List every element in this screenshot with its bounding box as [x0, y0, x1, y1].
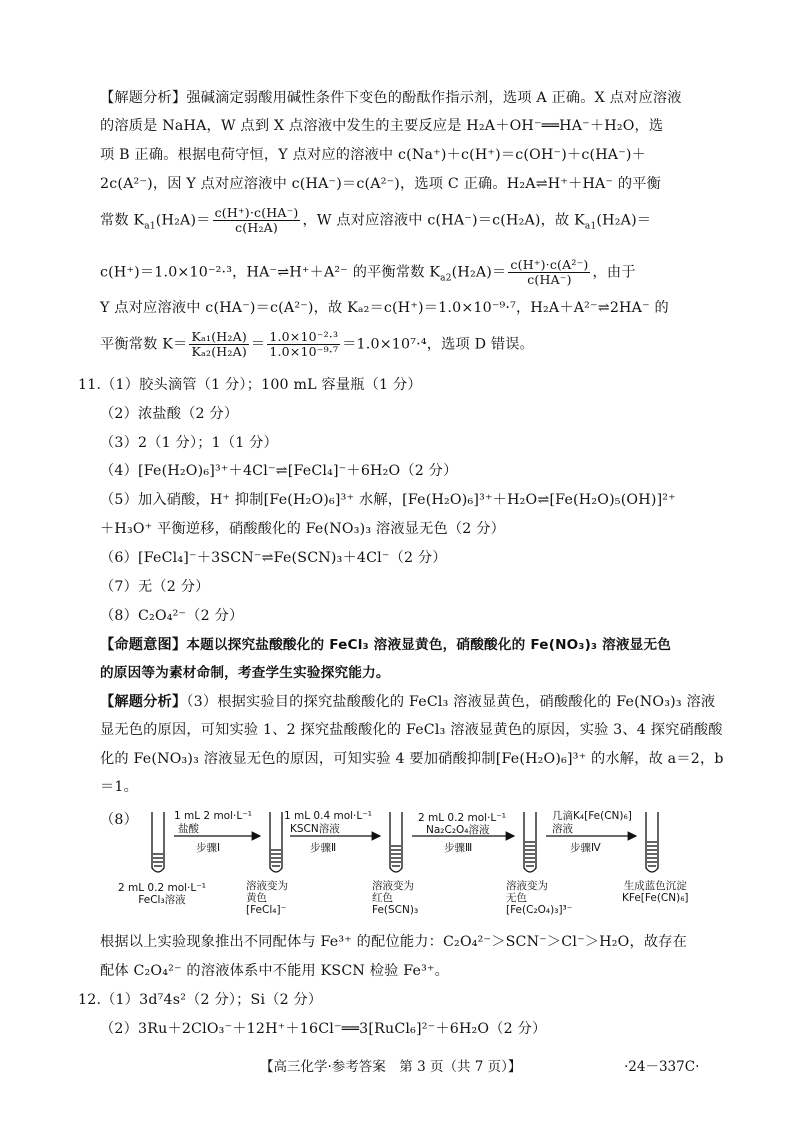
- analysis-line-4: 2c(A²⁻)，因 Y 点对应溶液中 c(HA⁻)＝c(A²⁻)，选项 C 正确。H₂A⇌H⁺＋HA⁻ 的平衡: [100, 176, 662, 192]
- analysis-line-5: 常数 $K_{a1}(H_2A)=$ $\frac{c(H^+)\cdot c(HA^-)}{\text{c(H₂A)}}$ ，W 点对应溶液中 c(HA⁻)＝c(H₂A)，故 $K_{a1}(H_2A)=$: [100, 205, 652, 235]
- q12-answer-1: 12.（1）3d⁷4s²（2 分）；Si（2 分）: [78, 992, 323, 1008]
- intent-text: 本题以探究盐酸酸化的 FeCl₃ 溶液显黄色，硝酸酸化的 Fe(NO₃)₃ 溶液显无色: [186, 637, 672, 653]
- q11-analysis-2: 显无色的原因，可知实验 1、2 探究盐酸酸化的 FeCl₃ 溶液显黄色的原因，实验 3、4 探究硝酸酸: [100, 722, 723, 738]
- step4-label: 步骤Ⅳ: [570, 842, 601, 854]
- denominator: 1.0×10⁻⁹·⁷: [269, 344, 339, 359]
- intent-line-2: 的原因等为素材命制，考查学生实验探究能力。: [100, 665, 390, 681]
- q11-answer-3: （3）2（1 分）；1（1 分）: [100, 435, 278, 451]
- denominator: c(HA⁻): [527, 272, 572, 287]
- step1-reagent-name: 盐酸: [178, 823, 199, 835]
- q11-analysis-4: ＝1。: [100, 779, 139, 795]
- analysis-tag: 【解题分析】: [100, 694, 187, 710]
- tube2-caption: [246, 880, 288, 916]
- fraction: [213, 206, 301, 235]
- step4-reagent: 几滴K₄[Fe(CN)₆]: [552, 810, 632, 822]
- tube1-line: FeCl₃溶液: [138, 894, 186, 906]
- numerator: c(H⁺)·c(A²⁻): [510, 257, 589, 272]
- fraction-values: [267, 330, 340, 359]
- text: (H₂A)＝: [155, 212, 211, 229]
- analysis-text: （3）根据实验目的探究盐酸酸化的 FeCl₃ 溶液显黄色，硝酸酸化的 Fe(NO₃)₃ 溶液: [186, 694, 716, 710]
- analysis-line-2: 的溶质是 NaHA，W 点到 X 点溶液中发生的主要反应是 H₂A＋OH⁻══HA⁻＋H₂O，选: [100, 118, 664, 134]
- experiment-diagram: [100, 810, 720, 920]
- q11-answer-5b: ＋H₃O⁺ 平衡逆移，硝酸酸化的 Fe(NO₃)₃ 溶液显无色（2 分）: [100, 521, 505, 537]
- denominator: Kₐ₂(H₂A): [191, 344, 247, 359]
- tube5-caption: [622, 880, 689, 904]
- text: 常数 K: [100, 212, 145, 229]
- tube2-line: [FeCl₄]⁻: [246, 904, 287, 916]
- q11-answer-6: （6）[FeCl₄]⁻＋3SCN⁻⇌Fe(SCN)₃＋4Cl⁻（2 分）: [100, 550, 447, 566]
- tube4-caption: [506, 880, 572, 916]
- text: ＝: [250, 336, 266, 353]
- tube4-line: 无色: [506, 892, 527, 904]
- analysis-line-8: [100, 330, 720, 359]
- conclusion-line-1: 根据以上实验现象推出不同配体与 Fe³⁺ 的配位能力：C₂O₄²⁻＞SCN⁻＞Cl⁻＞H₂O，故存在: [100, 934, 687, 950]
- text: ＝1.0×10⁷·⁴，选项 D 错误。: [342, 336, 535, 353]
- numerator: c(H⁺)·c(HA⁻): [214, 205, 299, 220]
- tube3-line: 溶液变为: [372, 880, 414, 892]
- q11-answer-1: 11.（1）胶头滴管（1 分）；100 mL 容量瓶（1 分）: [78, 377, 422, 393]
- text: c(H⁺)＝1.0×10⁻²·³，HA⁻⇌H⁺＋A²⁻ 的平衡常数 K: [100, 264, 441, 281]
- tube1-line: 2 mL 0.2 mol·L⁻¹: [118, 882, 206, 894]
- text: ，W 点对应溶液中 c(HA⁻)＝c(H₂A)，故 K: [302, 212, 585, 229]
- q11-answer-5a: （5）加入硝酸，H⁺ 抑制[Fe(H₂O)₆]³⁺ 水解，[Fe(H₂O)₆]³⁺＋H₂O⇌[Fe(H₂O)₅(OH)]²⁺: [100, 492, 676, 508]
- diagram-label: （8）: [100, 812, 139, 828]
- analysis-line-6: c(H⁺)＝1.0×10⁻²·³，HA⁻⇌H⁺＋A²⁻ 的平衡常数 $K_{a2}(H_2A)=$ $\frac{\text{c(H⁺)·c(A²⁻)}}{c(HA^-)}$ ，由于: [100, 257, 636, 287]
- test-tube-5: [646, 812, 658, 872]
- q11-answer-4: （4）[Fe(H₂O)₆]³⁺＋4Cl⁻⇌[FeCl₄]⁻＋6H₂O（2 分）: [100, 463, 458, 479]
- test-tube-3: [390, 812, 402, 872]
- tube2-line: 溶液变为: [246, 880, 288, 892]
- step2-reagent-name: KSCN溶液: [290, 823, 340, 835]
- numerator: 1.0×10⁻²·³: [269, 329, 339, 344]
- tube4-line: [Fe(C₂O₄)₃]³⁻: [506, 904, 573, 916]
- analysis-line-3: 项 B 正确。根据电荷守恒，Y 点对应的溶液中 c(Na⁺)＋c(H⁺)＝c(OH⁻)＋c(HA⁻)＋: [100, 147, 647, 163]
- step1-label: 步骤Ⅰ: [196, 842, 221, 854]
- page-footer: 【高三化学·参考答案 第 3 页（共 7 页）】: [260, 1059, 522, 1075]
- step4-reagent-name: 溶液: [552, 823, 573, 835]
- step1-reagent: 1 mL 2 mol·L⁻¹: [174, 810, 252, 822]
- tube5-line: KFe[Fe(CN)₆]: [622, 892, 689, 904]
- fraction: [508, 258, 590, 287]
- q11-analysis-1: [100, 692, 720, 712]
- test-tube-2: [270, 812, 282, 872]
- numerator: Kₐ₁(H₂A): [191, 329, 247, 344]
- fraction-k: [189, 330, 248, 359]
- text: 平衡常数 K＝: [100, 336, 188, 353]
- analysis-line-7: Y 点对应溶液中 c(HA⁻)＝c(A²⁻)，故 Kₐ₂＝c(H⁺)＝1.0×10⁻⁹·⁷，H₂A＋A²⁻⇌2HA⁻ 的: [100, 300, 669, 316]
- analysis-line-1: [100, 88, 720, 108]
- doc-code: ·24－337C·: [624, 1059, 700, 1075]
- intent-tag: 【命题意图】: [100, 637, 187, 653]
- step2-label: 步骤Ⅱ: [310, 842, 337, 854]
- test-tube-1: [152, 812, 164, 872]
- tube4-line: 溶液变为: [506, 880, 548, 892]
- tube3-line: Fe(SCN)₃: [372, 904, 419, 916]
- q11-analysis-3: 化的 Fe(NO₃)₃ 溶液显无色的原因，可知实验 4 要加硝酸抑制[Fe(H₂O)₆]³⁺ 的水解，故 a＝2，b: [100, 751, 724, 767]
- intent-line-1: [100, 635, 720, 655]
- q11-answer-7: （7）无（2 分）: [100, 579, 210, 595]
- tube5-line: 生成蓝色沉淀: [623, 880, 687, 892]
- step3-reagent-name: Na₂C₂O₄溶液: [426, 824, 490, 836]
- denominator: c(H₂A): [235, 220, 278, 235]
- text: ，由于: [592, 264, 636, 281]
- text: (H₂A)＝: [596, 212, 652, 229]
- q11-answer-8: （8）C₂O₄²⁻（2 分）: [100, 608, 244, 624]
- step3-reagent: 2 mL 0.2 mol·L⁻¹: [418, 812, 506, 824]
- step2-reagent: 1 mL 0.4 mol·L⁻¹: [284, 810, 372, 822]
- test-tube-4: [524, 812, 536, 872]
- step3-label: 步骤Ⅲ: [444, 842, 473, 854]
- tube3-line: 红色: [372, 892, 393, 904]
- analysis-text: 【解题分析】强碱滴定弱酸用碱性条件下变色的酚酞作指示剂，选项 A 正确。X 点对应溶液: [100, 90, 682, 106]
- q12-answer-2: （2）3Ru＋2ClO₃⁻＋12H⁺＋16Cl⁻══3[RuCl₆]²⁻＋6H₂O（2 分）: [100, 1021, 547, 1037]
- tube2-line: 黄色: [246, 892, 267, 904]
- tube3-caption: [372, 880, 418, 916]
- conclusion-line-2: 配体 C₂O₄²⁻ 的溶液体系中不能用 KSCN 检验 Fe³⁺。: [100, 963, 450, 979]
- q11-answer-2: （2）浓盐酸（2 分）: [100, 406, 239, 422]
- text: (H₂A)＝: [451, 264, 507, 281]
- tube1-caption: [118, 882, 206, 906]
